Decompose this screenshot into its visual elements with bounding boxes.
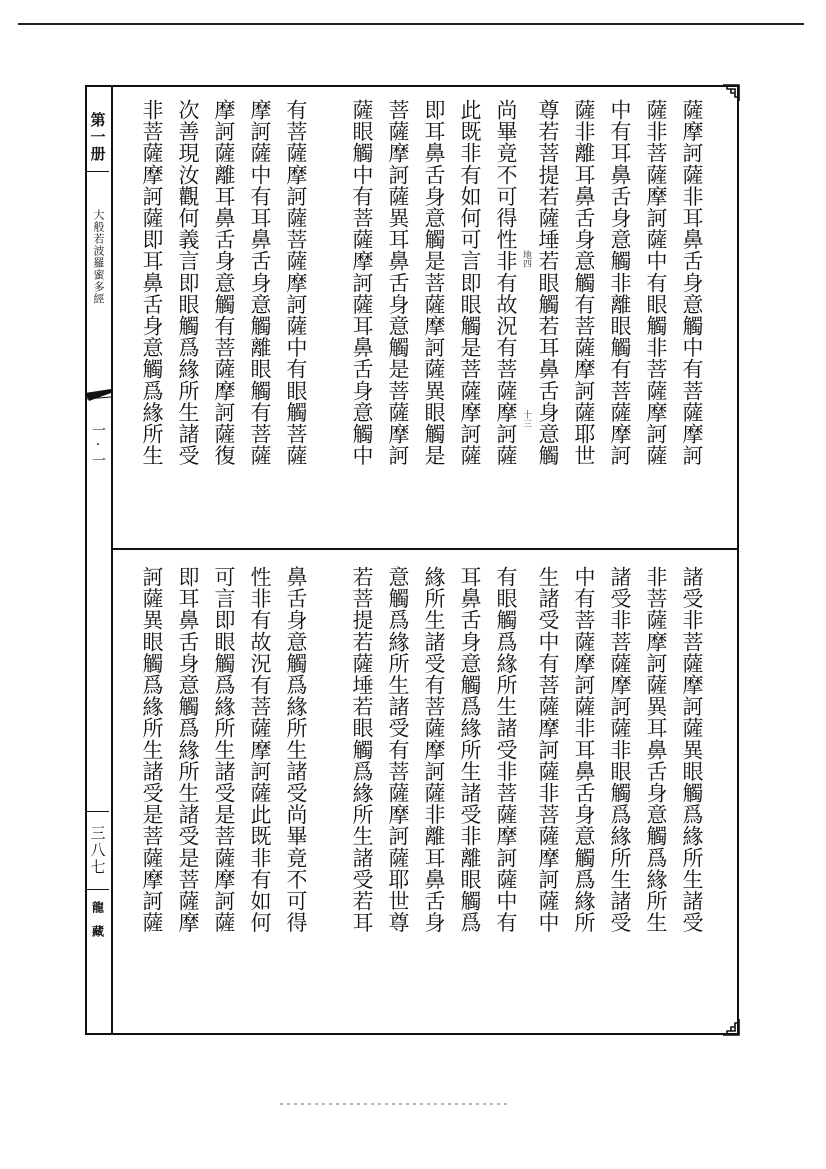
text-column: 尊若菩提若薩埵若眼觸若耳鼻舌身意觸: [536, 99, 560, 467]
spine-divider: [87, 889, 109, 890]
scan-artifact-line: [280, 1103, 510, 1105]
text-column: 非菩薩摩訶薩異耳鼻舌身意觸爲緣所生: [644, 566, 668, 934]
sutra-title: 大般若波羅蜜多經: [92, 209, 105, 305]
corner-ornament-icon: [723, 83, 741, 101]
text-column: 尚畢竟不可得性非有故況有菩薩摩訶薩: [494, 99, 518, 467]
text-column: 性非有故況有菩薩摩訶薩此既非有如何: [248, 566, 272, 934]
page-top-rule: [18, 23, 804, 25]
page-fold-divider: [113, 548, 737, 550]
text-column: 薩非離耳鼻舌身意觸有菩薩摩訶薩耶世: [572, 99, 596, 467]
text-column: 菩薩摩訶薩異耳鼻舌身意觸是菩薩摩訶: [386, 99, 410, 467]
text-column: 緣所生諸受有菩薩摩訶薩非離耳鼻舌身: [422, 566, 446, 934]
spine-wedge-icon: [85, 387, 111, 409]
text-column: 若菩提若薩埵若眼觸爲緣所生諸受若耳: [350, 566, 374, 934]
text-column: 即耳鼻舌身意觸爲緣所生諸受是菩薩摩: [176, 566, 200, 934]
text-column: 諸受非菩薩摩訶薩非眼觸爲緣所生諸受: [608, 566, 632, 934]
text-column: 可言即眼觸爲緣所生諸受是菩薩摩訶薩: [212, 566, 236, 934]
text-column: 有眼觸爲緣所生諸受非菩薩摩訶薩中有: [494, 566, 518, 934]
text-frame: [85, 85, 739, 1035]
line-marker: 十三: [521, 410, 531, 428]
text-column: 此既非有如何可言即眼觸是菩薩摩訶薩: [458, 99, 482, 467]
page-number: 三八七: [88, 824, 107, 876]
volume-label: 第一册: [88, 111, 107, 163]
text-column: 中有耳鼻舌身意觸非離眼觸有菩薩摩訶: [608, 99, 632, 467]
spine-margin: [85, 85, 111, 1035]
text-column: 次善現汝觀何義言即眼觸爲緣所生諸受: [176, 99, 200, 467]
text-column: 鼻舌身意觸爲緣所生諸受尚畢竟不可得: [284, 566, 308, 934]
corner-ornament-icon: [723, 1019, 741, 1037]
spine-divider: [87, 171, 109, 172]
text-column: 非菩薩摩訶薩即耳鼻舌身意觸爲緣所生: [140, 99, 164, 467]
text-column: 訶薩異眼觸爲緣所生諸受是菩薩摩訶薩: [140, 566, 164, 934]
text-column: 即耳鼻舌身意觸是菩薩摩訶薩異眼觸是: [422, 99, 446, 467]
text-column: 薩眼觸中有菩薩摩訶薩耳鼻舌身意觸中: [350, 99, 374, 467]
text-column: 摩訶薩中有耳鼻舌身意觸離眼觸有菩薩: [248, 99, 272, 467]
text-column: 摩訶薩離耳鼻舌身意觸有菩薩摩訶薩復: [212, 99, 236, 467]
text-column: 中有菩薩摩訶薩非耳鼻舌身意觸爲緣所: [572, 566, 596, 934]
text-column: 生諸受中有菩薩摩訶薩非菩薩摩訶薩中: [536, 566, 560, 934]
spine-divider: [87, 811, 109, 812]
line-marker: 地四: [521, 250, 531, 268]
text-column: 諸受非菩薩摩訶薩異眼觸爲緣所生諸受: [680, 566, 704, 934]
text-column: 薩非菩薩摩訶薩中有眼觸非菩薩摩訶薩: [644, 99, 668, 467]
section-label: 一·一: [90, 423, 106, 467]
text-column: 有菩薩摩訶薩菩薩摩訶薩中有眼觸菩薩: [284, 99, 308, 467]
text-column: 耳鼻舌身意觸爲緣所生諸受非離眼觸爲: [458, 566, 482, 934]
text-column: 意觸爲緣所生諸受有菩薩摩訶薩耶世尊: [386, 566, 410, 934]
text-column: 薩摩訶薩非耳鼻舌身意觸中有菩薩摩訶: [680, 99, 704, 467]
collection-name: 龍藏: [90, 901, 105, 949]
